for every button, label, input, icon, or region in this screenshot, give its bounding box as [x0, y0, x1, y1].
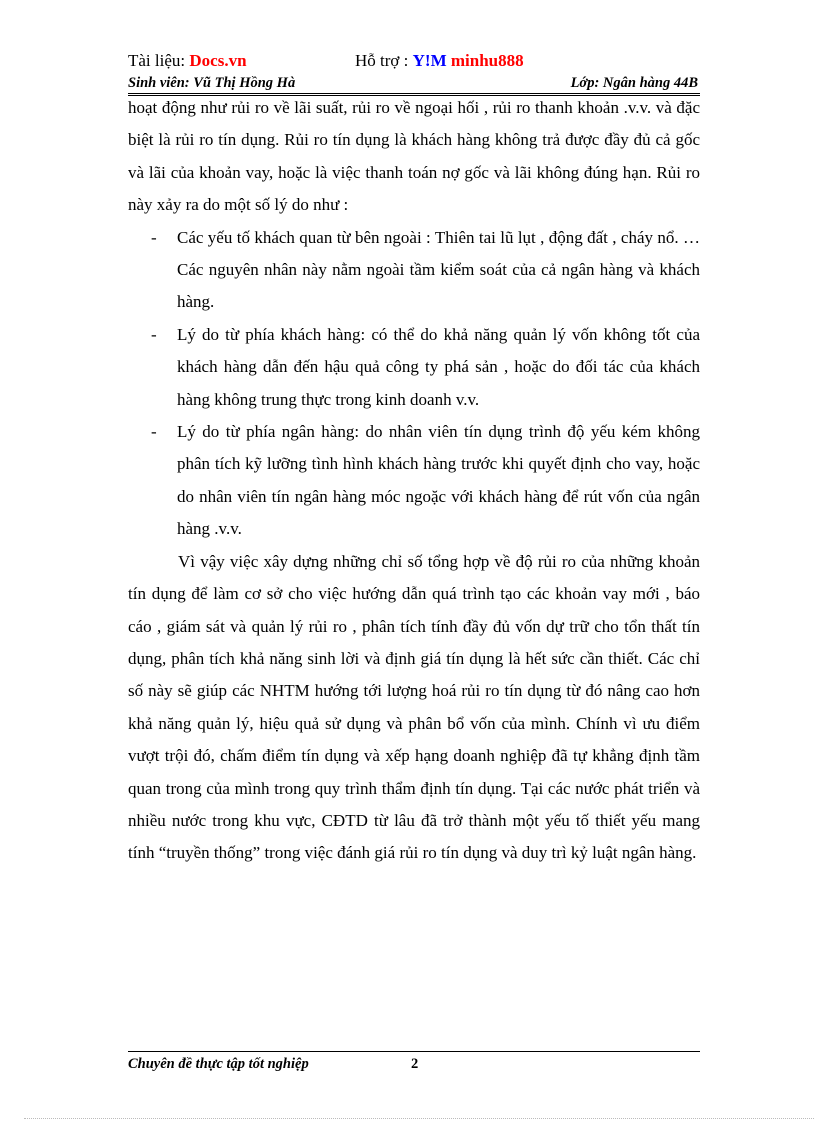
- bullet-dash: -: [151, 227, 157, 247]
- bullet-dash: -: [151, 422, 157, 442]
- conclusion-paragraph: Vì vậy việc xây dựng những chỉ số tổng hợp về độ rủi ro của những khoản tín dụng để làm cơ sở cho việc hướng dẫn quá trình tạo các khoản vay mới , báo cáo , giám sát và quản lý rủi ro , phân tích tính đầy đủ vốn dự trữ cho tổn thất tín dụng, phân tích khả năng sinh lời và định giá tín dụng là hết sức cần thiết. Các chỉ số này sẽ giúp các NHTM hướng tới lượng hoá rủi ro tín dụng từ đó nâng cao hơn khả năng quản lý, hiệu quả sử dụng và phân bổ vốn của mình. Chính vì ưu điểm vượt trội đó, chấm điểm tín dụng và xếp hạng doanh nghiệp đã tự khẳng định tầm quan trong của mình trong quy trình thẩm định tín dụng. Tại các nước phát triển và nhiều nước trong khu vực, CĐTD từ lâu đã trở thành một yếu tố thiết yếu mang tính “truyền thống” trong việc đánh giá rủi ro tín dụng và duy trì kỷ luật ngân hàng.: [128, 551, 700, 863]
- reason-item: [151, 416, 700, 546]
- doc-brand-link[interactable]: Docs.vn: [189, 51, 247, 70]
- support-contact: [355, 51, 524, 71]
- reason-text: Lý do từ phía ngân hàng: do nhân viên tín dụng trình độ yếu kém không phân tích kỹ lưỡng tình hình khách hàng trước khi quyết định cho vay, hoặc do nhân viên tín ngân hàng móc ngoặc với khách hàng để rút vốn của ngân hàng .v.v.: [177, 422, 700, 539]
- footer-title: Chuyên đề thực tập tốt nghiệp: [128, 1056, 309, 1072]
- document-body: [128, 92, 700, 870]
- reason-text: Lý do từ phía khách hàng: có thể do khả năng quản lý vốn không tốt của khách hàng dẫn đến hậu quả công ty phá sản , hoặc do đối tác của khách hàng không trung thực trong kinh doanh v.v.: [177, 324, 700, 409]
- student-info: [128, 74, 700, 92]
- intro-paragraph: hoạt động như rủi ro về lãi suất, rủi ro về ngoại hối , rủi ro thanh khoản .v.v. và đặc biệt là rủi ro tín dụng. Rủi ro tín dụng là khách hàng không trả được đầy đủ cả gốc và lãi của khoản vay, hoặc là việc thanh toán nợ gốc và lãi không đúng hạn. Rủi ro này xảy ra do một số lý do như :: [128, 98, 700, 215]
- page-number: 2: [411, 1056, 419, 1072]
- page-edge: [24, 1118, 814, 1119]
- ym-label: Y!M: [412, 51, 447, 70]
- student-class: Lớp: Ngân hàng 44B: [570, 75, 698, 91]
- doc-source: [128, 51, 247, 70]
- reason-text: Các yếu tố khách quan từ bên ngoài : Thiên tai lũ lụt , động đất , cháy nổ. … Các nguyên nhân này nằm ngoài tầm kiểm soát của cả ngân hàng và khách hàng.: [177, 227, 700, 312]
- student-name: Sinh viên: Vũ Thị Hồng Hà: [128, 75, 296, 91]
- support-nick: minhu888: [450, 51, 524, 70]
- reason-item: [151, 319, 700, 416]
- support-prefix: Hỗ trợ :: [355, 51, 409, 70]
- footer-divider: [128, 1051, 700, 1052]
- bullet-dash: -: [151, 324, 157, 344]
- reason-item: [151, 222, 700, 319]
- doc-prefix: Tài liệu:: [128, 51, 186, 70]
- reason-list: [128, 222, 700, 546]
- document-header: [128, 51, 703, 71]
